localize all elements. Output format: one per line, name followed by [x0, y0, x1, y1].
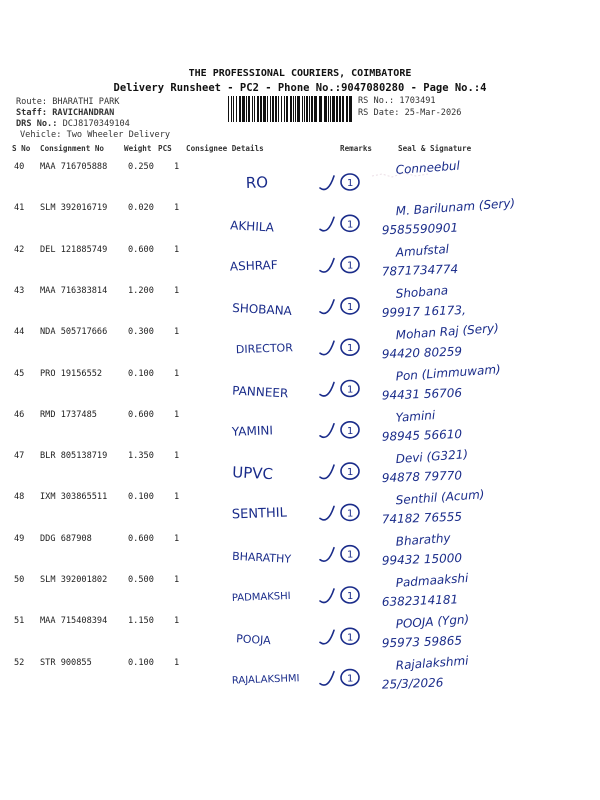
row-sno: 44	[14, 327, 25, 337]
remark-check-mark	[320, 465, 334, 479]
remark-check-mark	[320, 506, 334, 520]
row-pcs: 1	[174, 286, 180, 296]
row-consignment-no: RMD 1737485	[40, 410, 97, 420]
row-sno: 46	[14, 410, 25, 420]
handwritten-signature: Pon (Limmuwam)	[395, 362, 502, 384]
handwritten-phone: 98945 56610	[381, 427, 463, 444]
handwritten-signature: Senthil (Acum)	[395, 487, 485, 508]
handwritten-signature: Conneebul	[395, 158, 461, 177]
remark-circle	[341, 339, 359, 355]
handwritten-consignee: PADMAKSHI	[231, 590, 291, 604]
col-header-consignment: Consignment No	[40, 144, 105, 153]
remark-mark: 1	[347, 425, 354, 437]
row-sno: 48	[14, 492, 25, 502]
handwritten-consignee: DIRECTOR	[235, 341, 294, 357]
remark-circle	[341, 504, 359, 520]
staff-name: RAVICHANDRAN	[52, 108, 115, 118]
remark-check-mark	[320, 259, 334, 273]
row-weight: 0.100	[128, 492, 154, 502]
remark-circle	[341, 628, 359, 644]
row-consignment-no: BLR 805138719	[40, 451, 108, 461]
rs-date: RS Date: 25-Mar-2026	[358, 108, 462, 118]
row-pcs: 1	[174, 162, 180, 172]
handwritten-phone: 25/3/2026	[381, 675, 444, 692]
handwritten-consignee: SHOBANA	[231, 300, 293, 319]
row-pcs: 1	[174, 203, 180, 213]
handwritten-phone: 94431 56706	[381, 385, 463, 403]
remark-mark: 1	[347, 219, 354, 231]
remark-check-mark	[320, 217, 334, 231]
remark-mark: 1	[347, 343, 354, 355]
row-sno: 51	[14, 616, 25, 626]
remark-check-mark	[320, 300, 334, 314]
row-sno: 41	[14, 203, 25, 213]
row-pcs: 1	[174, 575, 180, 585]
col-header-sno: S No	[12, 144, 31, 153]
remark-circle	[341, 422, 359, 438]
company-title: THE PROFESSIONAL COURIERS, COIMBATORE	[188, 68, 412, 79]
row-weight: 0.600	[128, 534, 154, 544]
row-weight: 0.020	[128, 203, 154, 213]
row-weight: 0.600	[128, 245, 154, 255]
remark-mark: 1	[347, 178, 354, 189]
remark-mark: 1	[347, 508, 354, 520]
staff-label: Staff:	[16, 108, 48, 118]
handwritten-signature: M. Barilunam (Sery)	[395, 195, 516, 219]
handwritten-signature: Rajalakshmi	[395, 653, 469, 673]
faint-stamp	[370, 168, 430, 182]
remark-check-mark	[320, 548, 334, 562]
col-header-pcs: PCS	[158, 144, 172, 153]
staff-info	[16, 108, 114, 118]
handwritten-signature: Amufstal	[395, 241, 450, 260]
handwritten-consignee: SENTHIL	[231, 505, 288, 523]
runsheet-subtitle: Delivery Runsheet - PC2 - Phone No.:9047080280 - Page No.:4	[113, 82, 487, 94]
remark-circle	[341, 257, 359, 273]
handwritten-phone: 95973 59865	[381, 633, 463, 651]
remark-mark: 1	[347, 260, 354, 272]
remark-circle	[341, 546, 359, 562]
row-weight: 1.150	[128, 616, 154, 626]
row-weight: 0.250	[128, 162, 154, 172]
row-pcs: 1	[174, 410, 180, 420]
row-weight: 0.300	[128, 327, 154, 337]
remark-check-mark	[320, 630, 334, 644]
remark-mark: 1	[347, 384, 354, 396]
handwritten-signature: Yamini	[395, 408, 436, 425]
row-pcs: 1	[174, 451, 180, 461]
row-weight: 0.500	[128, 575, 154, 585]
vehicle-label: Vehicle: Two Wheeler Delivery	[20, 130, 171, 140]
row-consignment-no: SLM 392001802	[40, 575, 108, 585]
row-consignment-no: MAA 715408394	[40, 616, 108, 626]
row-sno: 42	[14, 245, 25, 255]
row-weight: 1.350	[128, 451, 154, 461]
barcode-image	[228, 96, 354, 122]
row-weight: 0.100	[128, 369, 154, 379]
handwritten-consignee: UPVC	[231, 463, 274, 484]
row-weight: 1.200	[128, 286, 154, 296]
remark-mark: 1	[347, 673, 354, 685]
handwritten-phone: 94420 80259	[381, 344, 463, 362]
row-sno: 47	[14, 451, 25, 461]
handwritten-consignee: RO	[245, 173, 269, 192]
remark-check-mark	[320, 383, 334, 397]
handwritten-consignee: AKHILA	[229, 218, 275, 235]
drs-info	[16, 119, 130, 129]
remark-mark: 1	[347, 467, 354, 479]
remark-circle	[341, 463, 359, 479]
remark-circle	[341, 381, 359, 397]
handwritten-phone: 99432 15000	[381, 550, 463, 568]
row-sno: 43	[14, 286, 25, 296]
handwritten-signature: Bharathy	[395, 530, 451, 549]
handwritten-phone: 99917 16173,	[381, 302, 467, 320]
col-header-remarks: Remarks	[340, 144, 373, 153]
row-sno: 50	[14, 575, 25, 585]
handwritten-signature: Devi (G321)	[395, 447, 469, 467]
handwritten-phone: 7871734774	[381, 261, 459, 279]
row-pcs: 1	[174, 616, 180, 626]
handwritten-phone: 6382314181	[381, 592, 459, 609]
remark-circle	[341, 670, 359, 686]
row-consignment-no: PRO 19156552	[40, 369, 103, 379]
rs-number: RS No.: 1703491	[358, 96, 436, 106]
handwritten-consignee: RAJALAKSHMI	[231, 673, 300, 687]
row-weight: 0.100	[128, 658, 154, 668]
row-consignment-no: STR 900855	[40, 658, 92, 668]
remark-check-mark	[320, 424, 334, 438]
col-header-seal: Seal & Signature	[398, 144, 472, 153]
row-consignment-no: MAA 716383814	[40, 286, 108, 296]
remark-circle	[341, 215, 359, 231]
handwritten-phone: 74182 76555	[381, 509, 463, 527]
remark-mark: 1	[347, 301, 354, 313]
route-label: Route: BHARATHI PARK	[16, 97, 120, 107]
row-consignment-no: IXM 303865511	[40, 492, 108, 502]
handwritten-signature: Shobana	[395, 283, 449, 301]
handwritten-signature: POOJA (Ygn)	[395, 612, 470, 632]
remark-mark: 1	[347, 632, 354, 644]
drs-label: DRS No.:	[16, 119, 58, 129]
row-pcs: 1	[174, 492, 180, 502]
handwritten-consignee: PANNEER	[231, 383, 289, 401]
remark-circle	[341, 174, 359, 190]
row-pcs: 1	[174, 369, 180, 379]
remark-circle	[341, 587, 359, 603]
handwritten-signature: Mohan Raj (Sery)	[395, 321, 500, 343]
row-pcs: 1	[174, 534, 180, 544]
row-sno: 49	[14, 534, 25, 544]
handwritten-phone: 94878 79770	[381, 468, 463, 486]
remark-check-mark	[320, 672, 334, 686]
remark-check-mark	[320, 589, 334, 603]
handwritten-consignee: BHARATHY	[231, 549, 292, 566]
row-consignment-no: SLM 392016719	[40, 203, 108, 213]
col-header-consignee: Consignee Details	[186, 144, 264, 153]
remark-check-mark	[320, 176, 334, 190]
remark-mark: 1	[347, 591, 354, 602]
remark-check-mark	[320, 341, 334, 355]
drs-number: DCJ8170349104	[62, 119, 130, 129]
row-consignment-no: MAA 716705888	[40, 162, 108, 172]
row-pcs: 1	[174, 245, 180, 255]
handwritten-phone: 9585590901	[381, 220, 459, 238]
row-consignment-no: NDA 505717666	[40, 327, 108, 337]
remark-mark: 1	[347, 549, 354, 561]
row-sno: 45	[14, 369, 25, 379]
handwritten-signature: Padmaakshi	[395, 570, 469, 590]
row-pcs: 1	[174, 327, 180, 337]
row-sno: 40	[14, 162, 25, 172]
col-header-weight: Weight	[124, 144, 152, 153]
row-pcs: 1	[174, 658, 180, 668]
handwritten-consignee: ASHRAF	[229, 257, 278, 274]
handwritten-consignee: YAMINI	[231, 423, 274, 439]
row-weight: 0.600	[128, 410, 154, 420]
row-sno: 52	[14, 658, 25, 668]
row-consignment-no: DEL 121885749	[40, 245, 108, 255]
row-consignment-no: DDG 687908	[40, 534, 92, 544]
handwritten-consignee: POOJA	[235, 632, 272, 648]
remark-circle	[341, 298, 359, 314]
